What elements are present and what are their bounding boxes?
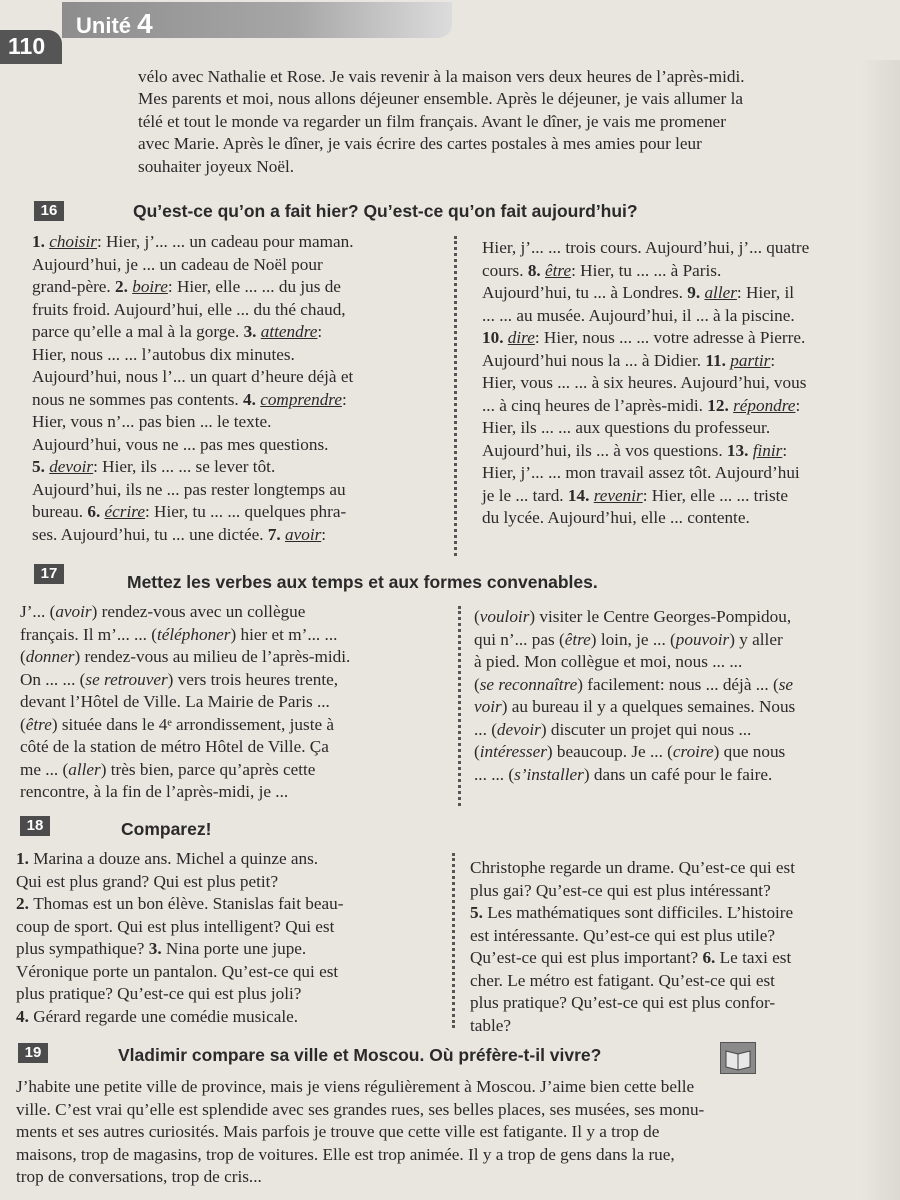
text-line [32, 254, 452, 277]
text-line: ville. C’est vrai qu’elle est splendide avec ses grandes rues, ses belles places, ses musées, ses monu- [16, 1099, 705, 1119]
text-segment: : Hier, j’... ... un cadeau pour maman. [96, 232, 354, 251]
text-segment: cher. Le métro est fatigant. Qu’est-ce qui est [470, 970, 775, 990]
text-line [16, 961, 446, 984]
item-number: 1. [32, 232, 50, 251]
text-segment: : [321, 524, 327, 544]
item-number: 11. [705, 350, 731, 370]
text-segment: Aujourd’hui, vous ne ... pas mes questions. [32, 434, 329, 454]
item-number: 5. [470, 903, 488, 922]
text-segment: ... à cinq heures de l’après-midi. [482, 395, 708, 415]
exercise-16-title: Qu’est-ce qu’on a fait hier? Qu’est-ce qu’on fait aujourd’hui? [133, 201, 638, 221]
intro-line: télé et tout le monde va regarder un film français. Avant le dîner, je vais me promener [138, 111, 726, 131]
text-segment: : Hier, elle ... ... triste [642, 485, 789, 505]
text-segment: Aujourd’hui, nous l’... un quart d’heure déjà et [32, 367, 354, 386]
text-segment: ( [474, 607, 480, 626]
verb-infinitive: être [545, 260, 572, 280]
text-segment: à pied. Mon collègue et moi, nous ... ... [474, 652, 743, 671]
text-segment: J’... ( [20, 602, 56, 621]
text-segment: Le taxi est [719, 948, 792, 967]
open-book-icon [720, 1042, 756, 1074]
item-number: 7. [267, 524, 285, 544]
text-segment: Qu’est-ce qui est plus important? [470, 948, 703, 967]
exercise-16-number: 16 [34, 201, 64, 221]
text-segment: : [770, 350, 776, 370]
exercise-19-text [16, 1076, 896, 1189]
text-line [32, 456, 452, 479]
text-line [20, 624, 450, 647]
text-segment: ) rendez-vous avec un collègue [91, 602, 306, 621]
verb-infinitive: avoir [285, 524, 322, 544]
text-segment: ) discuter un projet qui nous ... [540, 719, 752, 739]
text-segment: ) loin, je ... ( [590, 629, 676, 649]
verb-hint: voir [474, 697, 502, 716]
intro-line: avec Marie. Après le dîner, je vais écrire des cartes postales à mes amies pour leur [138, 134, 702, 154]
text-line [482, 462, 892, 485]
text-line [20, 781, 450, 804]
exercise-17-title: Mettez les verbes aux temps et aux formes convenables. [127, 572, 598, 592]
text-segment: Hier, j’... ... mon travail assez tôt. Aujourd’hui [482, 463, 800, 482]
exercise-17-right-column [474, 606, 894, 786]
intro-line: souhaiter joyeux Noël. [138, 156, 295, 176]
verb-hint: aller [68, 759, 101, 779]
text-segment: Aujourd’hui, tu ... à Londres. [482, 283, 688, 302]
text-segment: Les mathématiques sont difficiles. L’histoire [487, 903, 794, 922]
text-segment: : Hier, elle ... ... du jus de [167, 277, 341, 296]
text-segment: : [317, 322, 323, 341]
text-segment: Hier, nous ... ... l’autobus dix minutes. [32, 344, 295, 364]
text-segment: ) très bien, parce qu’après cette [100, 759, 316, 779]
exercise-16-left-column [32, 231, 452, 546]
text-segment: table? [470, 1015, 512, 1035]
text-line [470, 1015, 890, 1038]
text-line [474, 764, 894, 787]
verb-hint: s’installer [514, 764, 584, 784]
exercise-16-right-column [482, 237, 892, 530]
text-line [32, 366, 452, 389]
text-line [474, 629, 894, 652]
item-number: 8. [527, 260, 546, 280]
verb-hint: intéresser [479, 742, 547, 761]
verb-infinitive: revenir [593, 485, 643, 505]
verb-hint: se [778, 674, 794, 694]
item-number: 6. [87, 502, 105, 521]
item-number: 9. [687, 283, 705, 302]
text-segment: Aujourd’hui, je ... un cadeau de Noël pour [32, 254, 323, 274]
text-line [32, 276, 452, 299]
text-line [32, 321, 452, 344]
verb-infinitive: devoir [49, 457, 94, 476]
verb-infinitive: répondre [733, 395, 796, 415]
text-line [16, 916, 446, 939]
text-line [470, 902, 890, 925]
item-number: 4. [16, 1006, 34, 1026]
item-number: 5. [32, 457, 50, 476]
text-segment: rencontre, à la fin de l’après-midi, je ... [20, 782, 289, 801]
text-segment: ... ( [474, 719, 497, 739]
text-line [482, 350, 892, 373]
text-segment: ... ... au musée. Aujourd’hui, il ... à la piscine. [482, 305, 795, 325]
text-line [482, 440, 892, 463]
unit-title [76, 8, 153, 40]
text-line [482, 282, 892, 305]
text-segment: : [782, 440, 788, 460]
text-line [482, 395, 892, 418]
text-segment: ) dans un café pour le faire. [583, 764, 773, 784]
text-segment: ) y aller [729, 629, 783, 649]
exercise-19-title: Vladimir compare sa ville et Moscou. Où préfère-t-il vivre? [118, 1045, 602, 1065]
text-segment: je le ... tard. [482, 485, 568, 505]
text-segment: : Hier, tu ... ... à Paris. [571, 260, 722, 280]
text-segment: : Hier, nous ... ... votre adresse à Pierre. [534, 328, 806, 347]
text-line [482, 507, 892, 530]
text-line [16, 848, 446, 871]
text-segment: Marina a douze ans. Michel a quinze ans. [33, 849, 319, 868]
text-line [482, 417, 892, 440]
text-line [32, 411, 452, 434]
verb-hint: être [564, 629, 591, 649]
verb-hint: être [25, 714, 52, 734]
text-line [474, 606, 894, 629]
verb-hint: téléphoner [156, 624, 231, 644]
verb-infinitive: aller [704, 283, 737, 302]
text-segment: parce qu’elle a mal à la gorge. [32, 322, 244, 341]
text-segment: qui n’... pas ( [474, 629, 565, 649]
verb-infinitive: écrire [104, 502, 145, 521]
text-segment: ) vers trois heures trente, [167, 669, 339, 689]
text-line [482, 372, 892, 395]
text-line [482, 327, 892, 350]
column-divider [454, 236, 457, 556]
item-number: 13. [726, 440, 753, 460]
text-line [470, 970, 890, 993]
text-line: J’habite une petite ville de province, mais je viens régulièrement à Moscou. J’aime bien cette belle [16, 1077, 695, 1096]
verb-hint: vouloir [479, 607, 530, 626]
text-segment: Hier, vous ... ... à six heures. Aujourd’hui, vous [482, 373, 807, 392]
exercise-19-number: 19 [18, 1043, 48, 1063]
text-segment: grand-père. [32, 277, 116, 296]
intro-line: vélo avec Nathalie et Rose. Je vais revenir à la maison vers deux heures de l’après-midi. [138, 67, 745, 86]
text-line [470, 880, 890, 903]
text-segment: Qui est plus grand? Qui est plus petit? [16, 871, 279, 891]
verb-hint: pouvoir [675, 629, 730, 649]
text-segment: ... ... ( [474, 764, 515, 784]
text-line [32, 389, 452, 412]
text-segment: ) facilement: nous ... déjà ... ( [577, 674, 779, 694]
item-number: 2. [16, 894, 34, 913]
text-line [32, 501, 452, 524]
item-number: 1. [16, 849, 34, 868]
exercise-18-right-column [470, 857, 890, 1037]
item-number: 3. [243, 322, 261, 341]
page-number: 110 [8, 33, 46, 59]
text-segment: français. Il m’... ... ( [20, 624, 157, 644]
text-segment: Christophe regarde un drame. Qu’est-ce qui est [470, 858, 796, 877]
text-line [16, 938, 446, 961]
item-number: 2. [115, 277, 133, 296]
verb-infinitive: boire [132, 277, 168, 296]
text-line [16, 893, 446, 916]
text-segment: coup de sport. Qui est plus intelligent? Qui est [16, 916, 335, 936]
text-segment: plus pratique? Qu’est-ce qui est plus confor- [470, 993, 776, 1012]
intro-line: Mes parents et moi, nous allons déjeuner ensemble. Après le déjeuner, je vais allumer la [138, 89, 743, 109]
exercise-18-title: Comparez! [121, 819, 212, 839]
text-segment: ( [20, 647, 26, 666]
text-segment: ) hier et m’... ... [230, 624, 338, 644]
item-number: 10. [482, 328, 508, 347]
verb-hint: avoir [55, 602, 92, 621]
text-line [474, 674, 894, 697]
text-line [32, 231, 452, 254]
text-line [32, 479, 452, 502]
text-segment: plus sympathique? [16, 939, 149, 958]
text-segment: Véronique porte un pantalon. Qu’est-ce qui est [16, 961, 339, 981]
text-line [474, 696, 894, 719]
text-segment: fruits froid. Aujourd’hui, elle ... du thé chaud, [32, 299, 346, 319]
text-segment: Hier, vous n’... pas bien ... le texte. [32, 412, 272, 431]
item-number: 4. [243, 389, 261, 409]
exercise-17-number: 17 [34, 564, 64, 584]
verb-infinitive: attendre [260, 322, 318, 341]
text-line [482, 485, 892, 508]
text-line [32, 434, 452, 457]
text-line [20, 669, 450, 692]
text-line [16, 1006, 446, 1029]
text-segment: nous ne sommes pas contents. [32, 389, 244, 409]
text-line [20, 691, 450, 714]
text-line [20, 601, 450, 624]
text-segment: Aujourd’hui nous la ... à Didier. [482, 350, 706, 370]
text-line [474, 651, 894, 674]
text-segment: ses. Aujourd’hui, tu ... une dictée. [32, 524, 268, 544]
text-segment: du lycée. Aujourd’hui, elle ... contente. [482, 508, 750, 527]
verb-infinitive: choisir [49, 232, 97, 251]
verb-hint: se retrouver [85, 669, 168, 689]
text-segment: devant l’Hôtel de Ville. La Mairie de Paris ... [20, 692, 330, 711]
text-segment: côté de la station de métro Hôtel de Ville. Ça [20, 737, 329, 756]
text-line [32, 299, 452, 322]
text-line [474, 741, 894, 764]
item-number: 12. [707, 395, 734, 415]
text-segment: ) visiter le Centre Georges-Pompidou, [529, 607, 792, 626]
text-line [470, 925, 890, 948]
verb-infinitive: finir [752, 440, 783, 460]
exercise-18-left-column [16, 848, 446, 1028]
text-segment: On ... ... ( [20, 669, 86, 689]
exercise-17-left-column [20, 601, 450, 804]
item-number: 3. [148, 939, 166, 958]
verb-infinitive: dire [507, 328, 535, 347]
text-line [482, 260, 892, 283]
verb-hint: se reconnaître [479, 674, 578, 694]
text-segment: : [795, 395, 801, 415]
column-divider [452, 853, 455, 1028]
text-line: maisons, trop de magasins, trop de voitures. Elle est trop animée. Il y a trop de gens dans la rue, [16, 1144, 675, 1164]
text-line [20, 646, 450, 669]
text-segment: Thomas est un bon élève. Stanislas fait beau- [33, 894, 344, 913]
text-segment: : [341, 389, 347, 409]
text-line [16, 871, 446, 894]
verb-hint: croire [672, 742, 714, 761]
text-line [482, 237, 892, 260]
text-segment: ) au bureau il y a quelques semaines. Nous [501, 697, 796, 716]
text-segment: ) rendez-vous au milieu de l’après-midi. [74, 647, 351, 666]
text-segment: Aujourd’hui, ils ... à vos questions. [482, 440, 727, 460]
text-line [482, 305, 892, 328]
unit-number: 4 [137, 8, 153, 39]
verb-infinitive: comprendre [260, 389, 342, 409]
text-segment: Gérard regarde une comédie musicale. [33, 1006, 299, 1026]
text-segment: Nina porte une jupe. [165, 939, 307, 958]
text-line [16, 983, 446, 1006]
text-line [20, 714, 450, 737]
text-segment: ( [20, 714, 26, 734]
text-segment: me ... ( [20, 759, 69, 779]
text-segment: ) que nous [713, 742, 786, 761]
text-line [470, 947, 890, 970]
text-line [470, 857, 890, 880]
text-segment: ( [474, 742, 480, 761]
intro-text [138, 66, 888, 178]
text-segment: plus gai? Qu’est-ce qui est plus intéressant? [470, 880, 771, 900]
text-segment: Hier, j’... ... trois cours. Aujourd’hui, j’... quatre [482, 238, 810, 257]
text-line [20, 736, 450, 759]
verb-hint: donner [25, 647, 75, 666]
text-segment: : Hier, ils ... ... se lever tôt. [93, 457, 276, 476]
text-line: ments et ses autres curiosités. Mais parfois je trouve que cette ville est fatigante. Il y a trop de [16, 1122, 660, 1141]
page-edge-shadow [860, 60, 900, 1200]
text-line [470, 992, 890, 1015]
unit-label: Unité [76, 13, 131, 38]
text-line [32, 524, 452, 547]
text-line: trop de conversations, trop de cris... [16, 1167, 262, 1186]
text-segment: ) située dans le 4ᵉ arrondissement, juste à [51, 714, 335, 734]
text-segment: Aujourd’hui, ils ne ... pas rester longtemps au [32, 479, 346, 499]
text-segment: ) beaucoup. Je ... ( [546, 742, 673, 761]
text-line [32, 344, 452, 367]
item-number: 14. [567, 485, 594, 505]
text-segment: ( [474, 674, 480, 694]
text-line [474, 719, 894, 742]
text-segment: bureau. [32, 502, 88, 521]
text-line [20, 759, 450, 782]
verb-hint: devoir [496, 719, 541, 739]
text-segment: plus pratique? Qu’est-ce qui est plus joli? [16, 984, 302, 1003]
text-segment: : Hier, tu ... ... quelques phra- [144, 502, 347, 521]
text-segment: : Hier, il [736, 283, 794, 302]
text-segment: Hier, ils ... ... aux questions du professeur. [482, 418, 771, 437]
exercise-18-number: 18 [20, 816, 50, 836]
text-segment: est intéressante. Qu’est-ce qui est plus utile? [470, 925, 775, 945]
text-segment: cours. [482, 260, 528, 280]
column-divider [458, 606, 461, 806]
verb-infinitive: partir [730, 350, 771, 370]
item-number: 6. [702, 948, 720, 967]
